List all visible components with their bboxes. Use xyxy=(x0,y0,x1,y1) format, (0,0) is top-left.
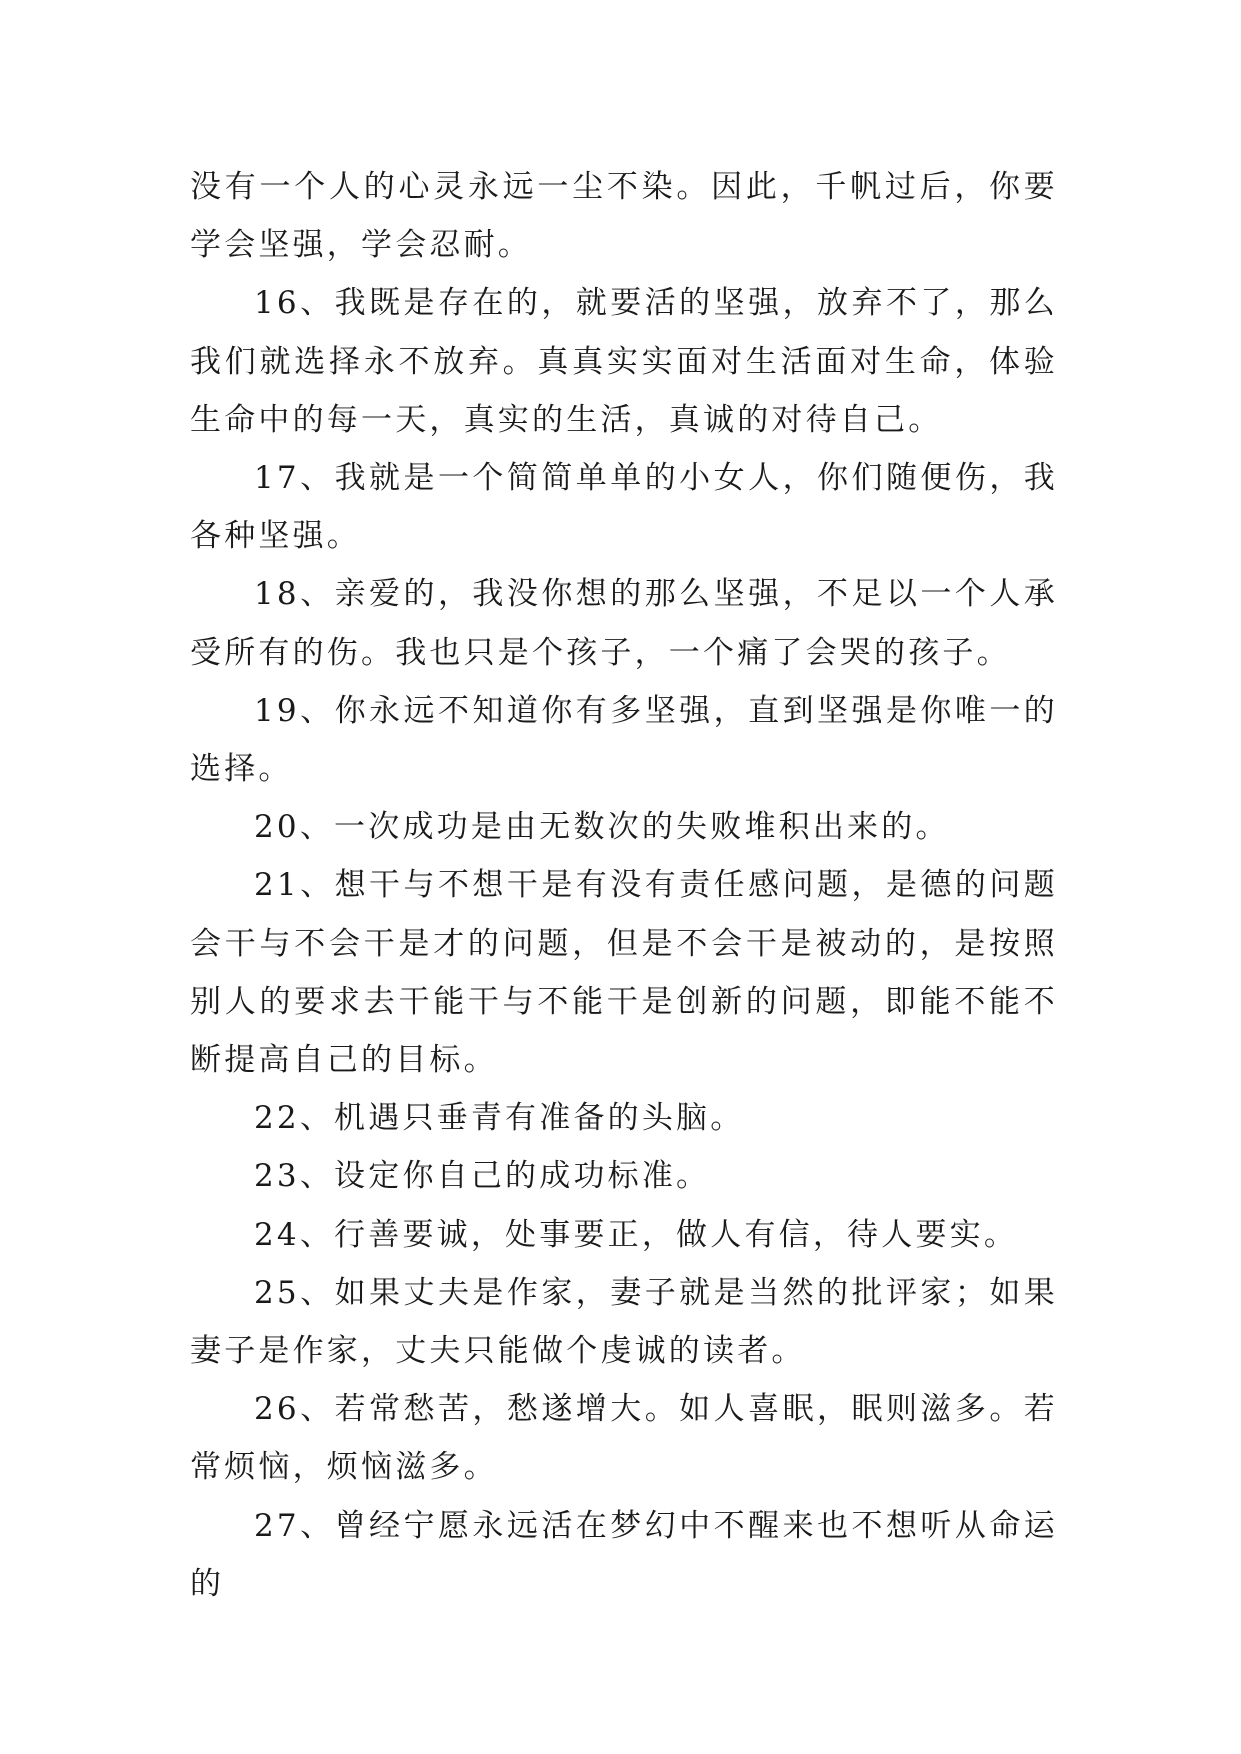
paragraph-continuation: 没有一个人的心灵永远一尘不染。因此，千帆过后，你要学会坚强，学会忍耐。 xyxy=(190,169,1058,264)
paragraph-22: 22、机遇只垂青有准备的头脑。 xyxy=(254,1100,745,1137)
paragraph-24: 24、行善要诚，处事要正，做人有信，待人要实。 xyxy=(254,1216,1019,1253)
paragraph-27: 27、曾经宁愿永远活在梦幻中不醒来也不想听从命运的 xyxy=(190,1507,1058,1602)
paragraph-26: 26、若常愁苦，愁遂增大。如人喜眠，眠则滋多。若常烦恼，烦恼滋多。 xyxy=(190,1391,1058,1486)
paragraph-21: 21、想干与不想干是有没有责任感问题，是德的问题会干与不会干是才的问题，但是不会干是被动的，是按照别人的要求去干能干与不能干是创新的问题，即能不能不断提高自己的目标。 xyxy=(190,867,1058,1079)
paragraph-17: 17、我就是一个简简单单的小女人，你们随便伤，我各种坚强。 xyxy=(190,460,1058,555)
document-body xyxy=(190,158,1058,1613)
paragraph-23: 23、设定你自己的成功标准。 xyxy=(254,1158,711,1195)
paragraph-20: 20、一次成功是由无数次的失败堆积出来的。 xyxy=(254,809,950,846)
paragraph-19: 19、你永远不知道你有多坚强，直到坚强是你唯一的选择。 xyxy=(190,692,1058,788)
paragraph-16: 16、我既是存在的，就要活的坚强，放弃不了，那么我们就选择永不放弃。真真实实面对生活面对生命，体验生命中的每一天，真实的生活，真诚的对待自己。 xyxy=(190,285,1058,438)
paragraph-18: 18、亲爱的，我没你想的那么坚强，不足以一个人承受所有的伤。我也只是个孩子，一个痛了会哭的孩子。 xyxy=(190,576,1058,671)
paragraph-25: 25、如果丈夫是作家，妻子就是当然的批评家；如果妻子是作家，丈夫只能做个虔诚的读者。 xyxy=(190,1274,1058,1370)
